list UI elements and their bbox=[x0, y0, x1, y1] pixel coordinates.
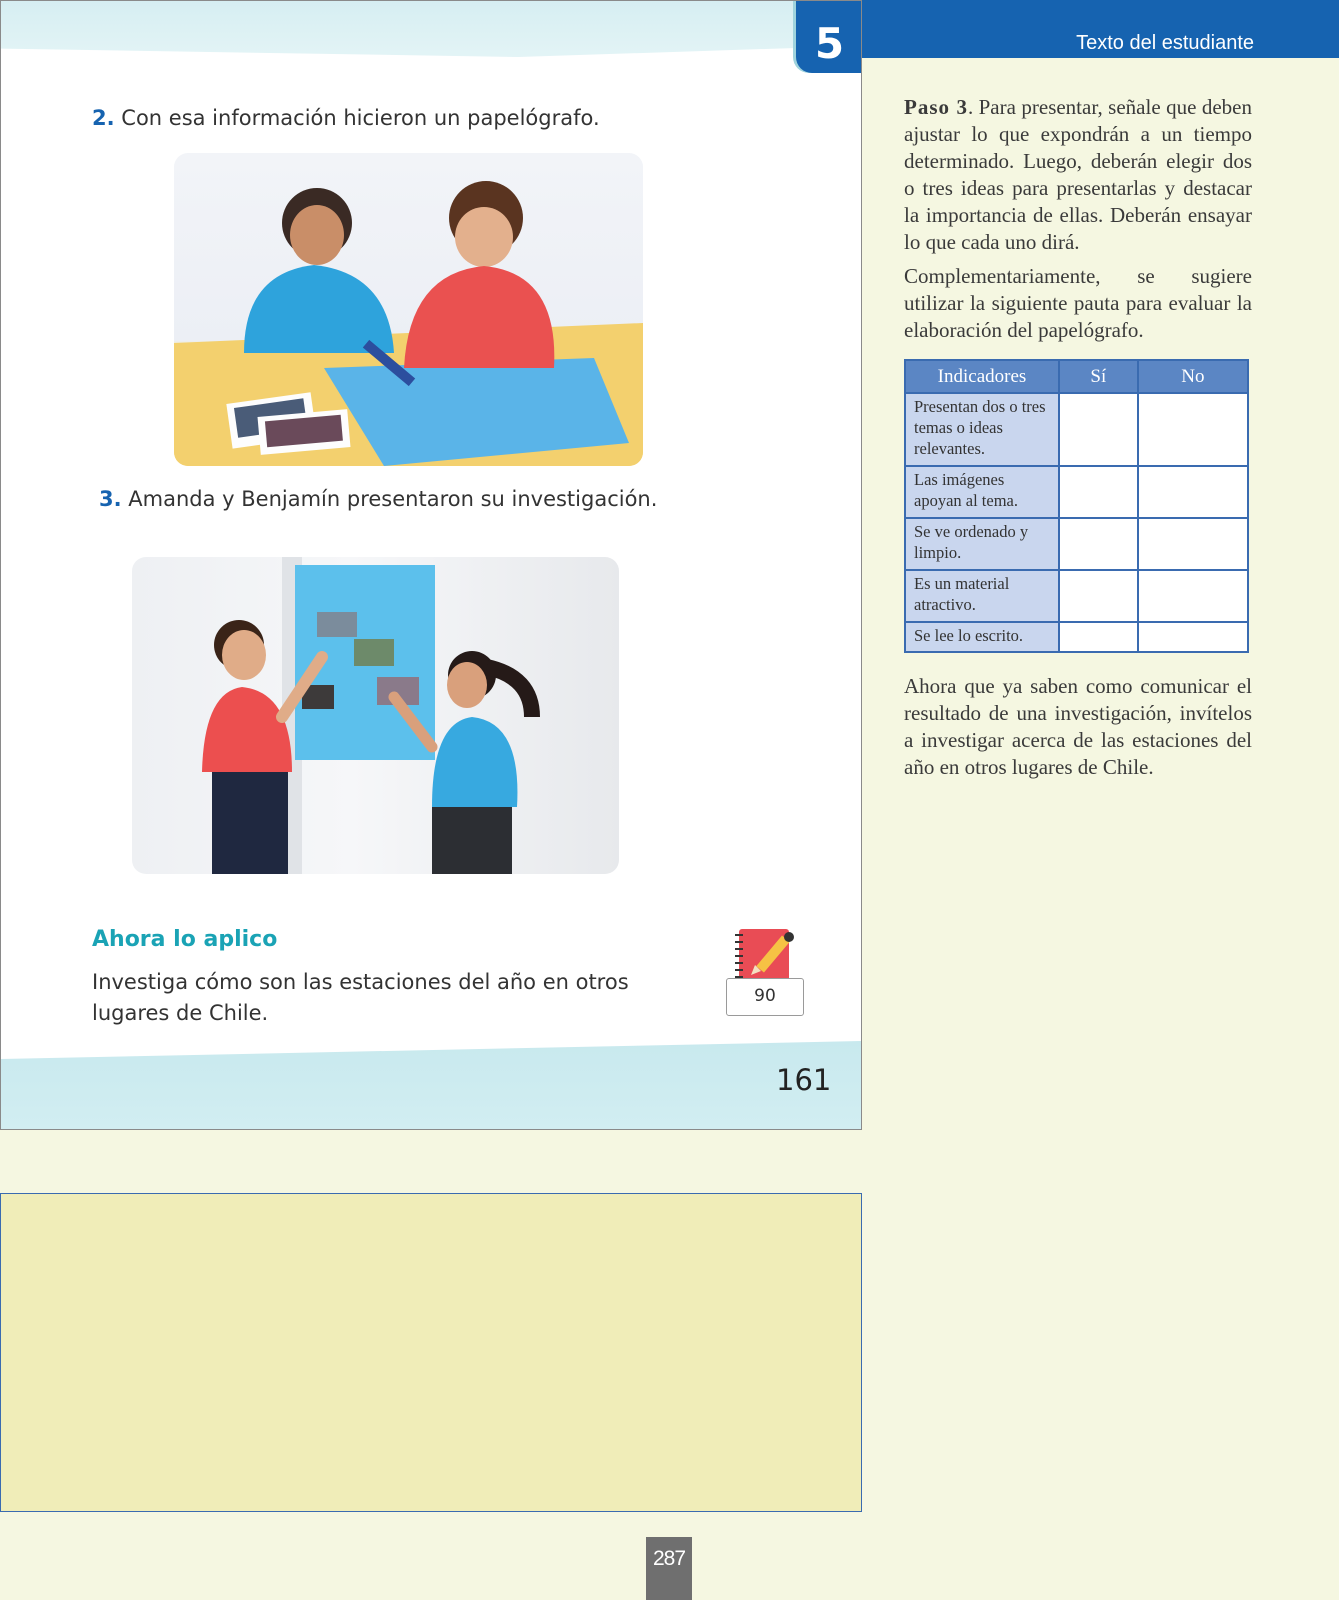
rubric-indicator: Es un material atractivo. bbox=[905, 570, 1059, 622]
rubric-yes-cell bbox=[1059, 393, 1138, 466]
rubric-no-cell bbox=[1138, 570, 1248, 622]
rubric-indicator: Se ve ordenado y limpio. bbox=[905, 518, 1059, 570]
rubric-indicator: Se lee lo escrito. bbox=[905, 622, 1059, 652]
rubric-header-indicators: Indicadores bbox=[905, 360, 1059, 393]
rubric-row bbox=[905, 570, 1248, 622]
item-3-text: Amanda y Benjamín presentaron su investigación. bbox=[128, 487, 658, 511]
rubric-row bbox=[905, 622, 1248, 652]
rubric-header-row bbox=[905, 360, 1248, 393]
header-band bbox=[862, 0, 1339, 58]
item-2-number: 2. bbox=[92, 106, 115, 130]
item-2 bbox=[92, 106, 600, 130]
notes-box bbox=[0, 1193, 862, 1512]
rubric-yes-cell bbox=[1059, 466, 1138, 518]
rubric-row bbox=[905, 518, 1248, 570]
photo-children-making-poster bbox=[174, 153, 643, 466]
rubric-yes-cell bbox=[1059, 570, 1138, 622]
top-decorative-band bbox=[1, 1, 862, 57]
rubric-table bbox=[904, 359, 1249, 653]
rubric-no-cell bbox=[1138, 466, 1248, 518]
rubric-no-cell bbox=[1138, 518, 1248, 570]
guide-paragraph-paso3 bbox=[904, 94, 1252, 256]
bottom-decorative-band bbox=[1, 1041, 862, 1130]
rubric-header-yes: Sí bbox=[1059, 360, 1138, 393]
item-3 bbox=[99, 487, 657, 511]
student-textbook-page bbox=[0, 0, 862, 1130]
item-3-number: 3. bbox=[99, 487, 122, 511]
header-title: Texto del estudiante bbox=[1076, 32, 1254, 54]
paso-text: . Para presentar, señale que deben ajustar lo que expondrán a un tiempo determinado. Luego, deberán elegir dos o tres ideas para presentarlas y destacar la importancia de ellas. Deberán ensayar lo que cada uno dirá. bbox=[904, 95, 1252, 254]
apply-text: Investiga cómo son las estaciones del año en otros lugares de Chile. bbox=[92, 970, 629, 1025]
workbook-page-reference: 90 bbox=[726, 978, 804, 1016]
rubric-no-cell bbox=[1138, 393, 1248, 466]
rubric-header-no: No bbox=[1138, 360, 1248, 393]
rubric-row bbox=[905, 466, 1248, 518]
guide-page-number: 287 bbox=[646, 1537, 692, 1600]
rubric-indicator: Las imágenes apoyan al tema. bbox=[905, 466, 1059, 518]
unit-tab bbox=[796, 0, 862, 73]
rubric-indicator: Presentan dos o tres temas o ideas relevantes. bbox=[905, 393, 1059, 466]
rubric-yes-cell bbox=[1059, 622, 1138, 652]
photo-children-presenting-poster bbox=[132, 557, 619, 874]
unit-number: 5 bbox=[814, 19, 845, 68]
rubric-row bbox=[905, 393, 1248, 466]
guide-paragraph-2: Complementariamente, se sugiere utilizar la siguiente pauta para evaluar la elaboración del papelógrafo. bbox=[904, 264, 1252, 342]
item-2-text: Con esa información hicieron un papelógrafo. bbox=[121, 106, 600, 130]
rubric-no-cell bbox=[1138, 622, 1248, 652]
apply-heading: Ahora lo aplico bbox=[92, 927, 278, 952]
rubric-yes-cell bbox=[1059, 518, 1138, 570]
paso-label: Paso 3 bbox=[904, 95, 968, 119]
guide-paragraph-3: Ahora que ya saben como comunicar el resultado de una investigación, invítelos a investigar acerca de las estaciones del año en otros lugares de Chile. bbox=[904, 674, 1252, 779]
student-page-number: 161 bbox=[776, 1063, 832, 1097]
